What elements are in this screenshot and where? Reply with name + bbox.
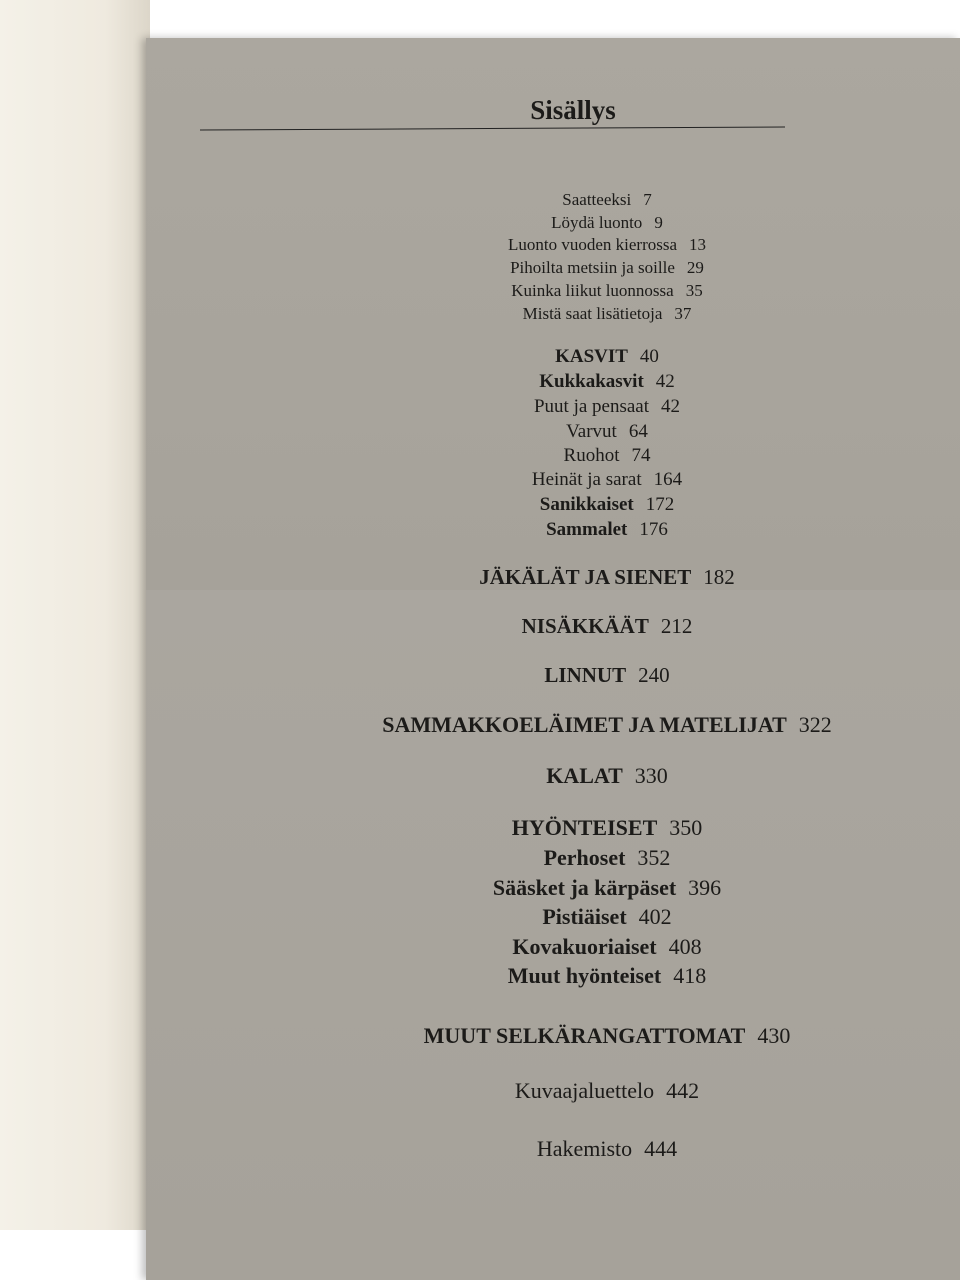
toc-entry-title: JÄKÄLÄT JA SIENET xyxy=(479,565,692,589)
toc-entry xyxy=(146,235,960,255)
page-title: Sisällys xyxy=(530,95,616,125)
toc-entry xyxy=(146,445,960,467)
toc-entry xyxy=(146,396,960,418)
toc-entry xyxy=(146,281,960,301)
toc-entry-page: 330 xyxy=(634,763,668,788)
toc-entry-page: 176 xyxy=(639,519,668,540)
toc-entry-page: 64 xyxy=(628,421,648,442)
toc-entry-title: SAMMAKKOELÄIMET JA MATELIJAT xyxy=(382,712,787,737)
toc-entry xyxy=(146,1136,960,1162)
toc-entry xyxy=(146,614,960,639)
toc-entry xyxy=(146,1078,960,1104)
toc-entry xyxy=(146,371,960,393)
toc-entry-title: Ruohot xyxy=(563,445,620,466)
toc-entry xyxy=(146,815,960,841)
toc-entry-page: 430 xyxy=(757,1023,791,1048)
toc-entry-title: KASVIT xyxy=(555,346,628,367)
toc-entry-title: Perhoset xyxy=(543,845,626,870)
toc-entry-title: LINNUT xyxy=(544,663,627,687)
toc-entry-title: Pistiäiset xyxy=(542,904,627,929)
toc-entry-title: KALAT xyxy=(546,763,623,788)
toc-entry xyxy=(146,190,960,210)
toc-entry-page: 42 xyxy=(661,396,681,417)
toc-entry-title: Mistä saat lisätietoja xyxy=(522,304,663,323)
toc-entry-page: 352 xyxy=(637,845,671,870)
toc-entry-title: Sammalet xyxy=(546,519,628,540)
toc-entry-title: Sääsket ja kärpäset xyxy=(492,875,677,900)
toc-entry xyxy=(146,469,960,491)
toc-entry-page: 40 xyxy=(639,346,659,367)
toc-entry-title: Sanikkaiset xyxy=(539,494,634,515)
toc-entry-page: 442 xyxy=(666,1078,700,1103)
toc-entry xyxy=(146,494,960,516)
toc-entry-title: Heinät ja sarat xyxy=(531,469,642,490)
toc-entry xyxy=(146,875,960,901)
toc-entry-page: 212 xyxy=(660,614,693,638)
toc-entry-page: 240 xyxy=(638,663,670,687)
toc-entry xyxy=(146,565,960,590)
toc-entry-page: 418 xyxy=(673,963,707,988)
toc-entry xyxy=(146,346,960,368)
toc-entry-title: Kovakuoriaiset xyxy=(512,934,657,959)
toc-entry-page: 172 xyxy=(645,494,675,515)
toc-entry xyxy=(146,421,960,443)
toc-entry xyxy=(146,712,960,738)
toc-entry xyxy=(146,934,960,960)
toc-entry-page: 13 xyxy=(689,235,707,254)
toc-entry-title: Pihoilta metsiin ja soille xyxy=(510,258,675,277)
toc-entry-title: Kuvaajaluettelo xyxy=(514,1078,655,1103)
toc-entry xyxy=(146,258,960,278)
toc-entry-page: 164 xyxy=(653,469,683,490)
toc-entry-title: Löydä luonto xyxy=(551,213,643,232)
toc-entry-page: 29 xyxy=(686,258,704,277)
toc-entry xyxy=(146,845,960,871)
toc-entry-title: Kukkakasvit xyxy=(539,371,644,392)
toc-entry-page: 182 xyxy=(703,565,735,589)
toc-entry-title: NISÄKKÄÄT xyxy=(521,614,649,638)
toc-entry-title: Luonto vuoden kierrossa xyxy=(507,235,678,254)
toc-entry-page: 402 xyxy=(638,904,672,929)
toc-entry-title: HYÖNTEISET xyxy=(511,815,658,840)
toc-entry-title: MUUT SELKÄRANGATTOMAT xyxy=(423,1023,746,1048)
toc-entry-page: 35 xyxy=(685,281,703,300)
toc-entry-title: Puut ja pensaat xyxy=(533,396,650,417)
toc-entry-title: Kuinka liikut luonnossa xyxy=(511,281,674,300)
left-page xyxy=(0,0,150,1230)
toc-entry-page: 396 xyxy=(688,875,722,900)
toc-entry xyxy=(146,213,960,233)
toc-entry-page: 322 xyxy=(798,712,832,737)
toc-entry-title: Saatteeksi xyxy=(562,190,632,209)
toc-entry-page: 74 xyxy=(631,445,651,466)
toc-entry-page: 350 xyxy=(669,815,703,840)
toc-entry-title: Hakemisto xyxy=(536,1136,633,1161)
toc-entry-page: 42 xyxy=(655,371,675,392)
toc-entry-page: 7 xyxy=(643,190,652,209)
toc-entry xyxy=(146,904,960,930)
toc-entry xyxy=(146,963,960,989)
toc-entry-page: 9 xyxy=(654,213,663,232)
toc-entry-page: 37 xyxy=(674,304,692,323)
toc-entry xyxy=(146,1023,960,1049)
toc-entry xyxy=(146,763,960,789)
toc-entry-page: 444 xyxy=(644,1136,678,1161)
toc-entry xyxy=(146,304,960,324)
toc-entry-title: Muut hyönteiset xyxy=(507,963,662,988)
toc-entry-page: 408 xyxy=(668,934,702,959)
toc-entry xyxy=(146,663,960,688)
toc-entry-title: Varvut xyxy=(566,421,617,442)
toc-entry xyxy=(146,519,960,541)
